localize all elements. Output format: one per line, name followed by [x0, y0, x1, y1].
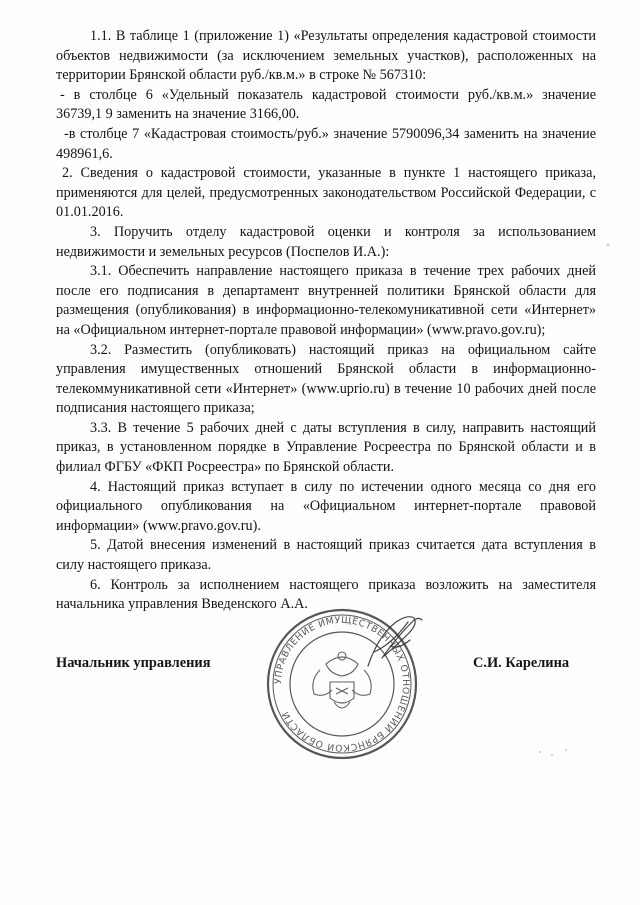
- signatory-name: С.И. Карелина: [473, 655, 570, 671]
- document-body: [56, 27, 596, 615]
- paragraph-1-1: 1.1. В таблице 1 (приложение 1) «Результаты определения кадастровой стоимости объектов недвижимости (за исключением земельных участков), расположенных на территории Брянской области руб./кв.м.» в строке № 567310:: [56, 28, 596, 84]
- paragraph-3-2: 3.2. Разместить (опубликовать) настоящий приказ на официальном сайте управления имущественных отношений Брянской области в информационно-телекоммуникативной сети «Интернет» (www.uprio.ru) в течение 10 рабочих дней после подписания настоящего приказа;: [56, 341, 596, 417]
- seal-text: УПРАВЛЕНИЕ ИМУЩЕСТВЕННЫХ ОТНОШЕНИЙ БРЯНСКОЙ ОБЛАСТИ: [272, 614, 412, 754]
- paragraph-1-1-column-6: - в столбце 6 «Удельный показатель кадастровой стоимости руб./кв.м.» значение 36739,1 9 заменить на значение 3166,00.: [56, 86, 596, 123]
- paragraph-3-1: 3.1. Обеспечить направление настоящего приказа в течение трех рабочих дней после его подписания в департамент внутренней политики Брянской области для размещения (опубликования) в информационно-телекомуникативной сети «Интернет» на «Официальном интернет-портале правовой информации» (www.pravo.gov.ru);: [56, 263, 596, 338]
- paragraph-5: 5. Датой внесения изменений в настоящий приказ считается дата вступления в силу настоящего приказа.: [56, 537, 596, 574]
- paragraph-4: 4. Настоящий приказ вступает в силу по истечении одного месяца со дня его официального опубликования на «Официальном интернет-портале правовой информации» (www.pravo.gov.ru).: [56, 478, 596, 534]
- paragraph-6: 6. Контроль за исполнением настоящего приказа возложить на заместителя начальника управления Введенского А.А.: [56, 576, 596, 613]
- signature-block: [0, 652, 640, 682]
- paragraph-3: 3. Поручить отделу кадастровой оценки и контроля за использованием недвижимости и земельных ресурсов (Поспелов И.А.):: [56, 223, 596, 260]
- paragraph-2: 2. Сведения о кадастровой стоимости, указанные в пункте 1 настоящего приказа, применяются для целей, предусмотренных законодательством Российской Федерации, с 01.01.2016.: [56, 165, 596, 221]
- paragraph-3-3: 3.3. В течение 5 рабочих дней с даты вступления в силу, направить настоящий приказ, в установленном порядке в Управление Росреестра по Брянской области и в филиал ФГБУ «ФКП Росреестра» по Брянской области.: [56, 419, 596, 476]
- signatory-position: Начальник управления: [56, 655, 211, 671]
- paragraph-1-1-column-7: -в столбце 7 «Кадастровая стоимость/руб.» значение 5790096,34 заменить на значение 498961,6.: [56, 125, 596, 162]
